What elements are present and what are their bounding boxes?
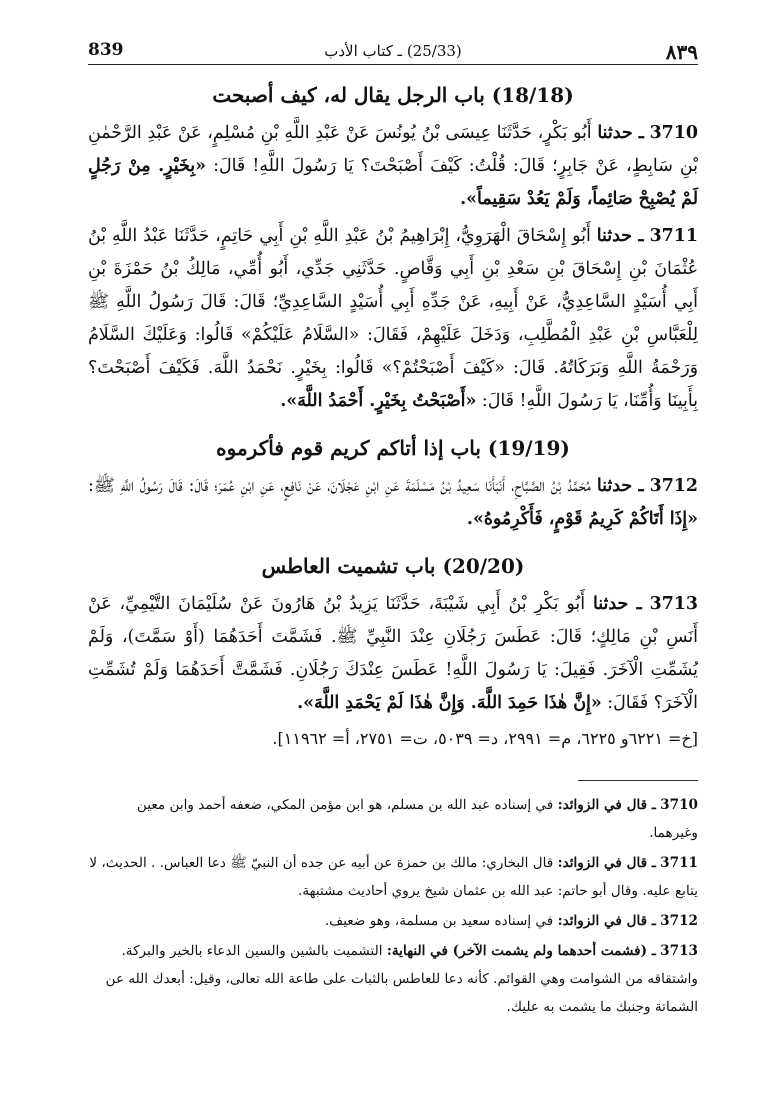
hadith-number: 3710 — [649, 123, 698, 143]
chapter-heading: (19/19) باب إذا أتاكم كريم قوم فأكرموه — [216, 436, 570, 460]
footnote-text: قال البخاري: مالك بن حمزة عن أبيه عن جده أن النبيّ ﷺ دعا العباس. . الحديث، لا يتابع عليه. وقال أبو حاتم: عبد الله بن عثمان شيخ يروي أحاديث مشتبهة. — [89, 855, 698, 899]
hadith-number: 3713 — [649, 594, 699, 614]
chapter-heading: (20/20) باب تشميت العاطس — [261, 554, 525, 578]
running-title: (25/33) ـ كتاب الأدب — [324, 42, 462, 60]
footnote-number: 3711 — [660, 855, 698, 871]
footnote-label: ـ قال في الزوائد: — [557, 913, 656, 929]
chapter-heading: (18/18) باب الرجل يقال له، كيف أصبحت — [212, 83, 574, 107]
footnote-number: 3710 — [660, 797, 698, 813]
page-number-latin: 839 — [88, 40, 124, 60]
hadith-paragraph: 3710 ـ حدثنا أَبُو بَكْرٍ، حَدَّثَنَا عِيسَى بْنُ يُونُسَ عَنْ عَبْدِ اللَّهِ بْنِ مُسْلِمٍ، عَنْ عَبْدِ الرَّحْمٰنِ بْنِ سَابِطٍ، عَنْ جَابِرٍ؛ قَالَ: قُلْتُ: كَيْفَ أَصْبَحْتَ؟ يَا رَسُولَ اللَّهِ! قَالَ: «بِخَيْرٍ. مِنْ رَجُلٍ لَمْ يُصْبِحْ صَائِماً، وَلَمْ يَعُدْ سَقِيماً». — [88, 123, 698, 209]
footnote-text: التشميت بالشين والسين الدعاء بالخير والبركة. واشتقاقه من الشوامت وهي القوائم. كأنه دعا للعاطس بالثبات على طاعة الله تعالى، وقيل: أبعدك الله عن الشماتة وجنبك ما يشمت به عليك. — [105, 943, 698, 1015]
hadith-lead: حدثنا — [596, 476, 633, 496]
footnote-label: ـ (فشمت أحدهما ولم يشمت الآخر) في النهاية: — [386, 943, 656, 959]
page-number-arabic: ٨٣٩ — [665, 40, 698, 64]
footnote-text: في إسناده سعيد بن مسلمة، وهو ضعيف. — [324, 913, 554, 929]
footnote-number: 3712 — [660, 913, 698, 929]
footnote — [88, 907, 698, 935]
book-page — [88, 38, 698, 1058]
hadith-lead: حدثنا — [597, 123, 633, 143]
footnote-text: في إسناده عبد الله بن مسلم، هو ابن مؤمن المكي، ضعفه أحمد وابن معين وغيرهما. — [136, 797, 698, 841]
hadith-number: 3712 — [649, 476, 699, 496]
hadith-lead: حدثنا — [596, 226, 633, 246]
prophetic-saying: «إِذَا أَتَاكُمْ كَرِيمُ قَوْمٍ، فَأَكْرِمُوهُ». — [466, 509, 698, 529]
hadith-paragraph: 3711 ـ حدثنا أَبُو إِسْحَاقَ الْهَرَوِيُّ، إِبْرَاهِيمُ بْنُ عَبْدِ اللَّهِ بْنِ أَبِي حَاتِمٍ، حَدَّثَنَا عَبْدُ اللَّهِ بْنُ عُثْمَانَ بْنِ إِسْحَاقَ بْنِ سَعْدِ بْنِ أَبِي وَقَّاصٍ. حَدَّثَنِي جَدِّي، أَبُو أُمِّي، مَالِكُ بْنُ حَمْزَةَ بْنِ أَبِي أُسَيْدٍ السَّاعِدِيُّ، عَنْ أَبِيهِ، عَنْ جَدِّهِ أَبِي أُسَيْدٍ السَّاعِدِيِّ؛ قَالَ: قَالَ رَسُولُ اللَّهِ ﷺ لِلْعَبَّاسِ بْنِ عَبْدِ الْمُطَّلِبِ، وَدَخَلَ عَلَيْهِمْ، فَقَالَ: «السَّلَامُ عَلَيْكُمْ» قَالُوا: وَعَلَيْكَ السَّلَامُ وَرَحْمَةُ اللَّهِ وَبَرَكَاتُهُ. قَالَ: «كَيْفَ أَصْبَحْتُمْ؟» قَالُوا: بِخَيْرٍ. نَحْمَدُ اللَّهَ. فَكَيْفَ أَصْبَحْتَ؟ بِأَبِينَا وَأُمِّنَا، يَا رَسُولَ اللَّهِ! قَالَ: «أَصْبَحْتُ بِخَيْرٍ. أَحْمَدُ اللَّهَ». — [88, 226, 698, 411]
prophetic-saying: «أَصْبَحْتُ بِخَيْرٍ. أَحْمَدُ اللَّهَ». — [280, 391, 477, 411]
footnotes — [88, 791, 698, 1021]
footnote-number: 3713 — [660, 943, 698, 959]
footnote-label: ـ قال في الزوائد: — [557, 855, 656, 871]
hadith-paragraph: 3713 ـ حدثنا أَبُو بَكْرِ بْنُ أَبِي شَيْبَةَ، حَدَّثَنَا يَزِيدُ بْنُ هَارُونَ عَنْ سُلَيْمَانَ التَّيْمِيِّ، عَنْ أَنَسِ بْنِ مَالِكٍ؛ قَالَ: عَطَسَ رَجُلَانِ عِنْدَ النَّبِيِّ ﷺ. فَشَمَّتَ أَحَدَهُمَا (أَوْ سَمَّتَ)، وَلَمْ يُشَمِّتِ الْآخَرَ. فَقِيلَ: يَا رَسُولَ اللَّهِ! عَطَسَ عِنْدَكَ رَجُلَانِ. فَشَمَّتَّ أَحَدَهُمَا وَلَمْ تُشَمِّتِ الْآخَرَ؟ فَقَالَ: «إِنَّ هٰذَا حَمِدَ اللَّهَ. وَإِنَّ هٰذَا لَمْ يَحْمَدِ اللَّهَ». — [88, 594, 699, 713]
running-header — [88, 38, 698, 65]
hadith-text: أَبُو بَكْرٍ، حَدَّثَنَا عِيسَى بْنُ يُونُسَ عَنْ عَبْدِ اللَّهِ بْنِ مُسْلِمٍ، عَنْ عَبْدِ الرَّحْمٰنِ بْنِ سَابِطٍ، عَنْ جَابِرٍ؛ قَالَ: قُلْتُ: كَيْفَ أَصْبَحْتَ؟ يَا رَسُولَ اللَّهِ! قَالَ: — [88, 123, 698, 176]
footnote-label: ـ قال في الزوائد: — [557, 797, 656, 813]
prophetic-saying: «إِنَّ هٰذَا حَمِدَ اللَّهَ. وَإِنَّ هٰذَا لَمْ يَحْمَدِ اللَّهَ». — [297, 693, 602, 713]
hadith-text: أَبُو بَكْرِ بْنُ أَبِي شَيْبَةَ، حَدَّثَنَا يَزِيدُ بْنُ هَارُونَ عَنْ سُلَيْمَانَ التَّيْمِيِّ، عَنْ أَنَسِ بْنِ مَالِكٍ؛ قَالَ: عَطَسَ رَجُلَانِ عِنْدَ النَّبِيِّ ﷺ. فَشَمَّتَ أَحَدَهُمَا (أَوْ سَمَّتَ)، وَلَمْ يُشَمِّتِ الْآخَرَ. فَقِيلَ: يَا رَسُولَ اللَّهِ! عَطَسَ عِنْدَكَ رَجُلَانِ. فَشَمَّتَّ أَحَدَهُمَا وَلَمْ تُشَمِّتِ الْآخَرَ؟ فَقَالَ: — [88, 594, 698, 713]
hadith-text: مُحَمَّدُ بْنُ الصَّبَّاحِ، أَنْبَأَنَا سَعِيدُ بْنُ مَسْلَمَةَ عَنِ ابْنِ عَجْلَانَ، عَنْ نَافِعٍ، عَنِ ابْنِ عُمَرَ؛ قَالَ: قَالَ رَسُولُ اللَّهِ ﷺ: — [88, 476, 591, 496]
hadith-paragraph: 3712 ـ حدثنا مُحَمَّدُ بْنُ الصَّبَّاحِ، أَنْبَأَنَا سَعِيدُ بْنُ مَسْلَمَةَ عَنِ ابْنِ عَجْلَانَ، عَنْ نَافِعٍ، عَنِ ابْنِ عُمَرَ؛ قَالَ: قَالَ رَسُولُ اللَّهِ ﷺ: «إِذَا أَتَاكُمْ كَرِيمُ قَوْمٍ، فَأَكْرِمُوهُ». — [88, 476, 699, 529]
cross-references: [خ= ٦٢٢١و ٦٢٢٥، م= ٢٩٩١، د= ٥٠٣٩، ت= ٢٧٥١، أ= ١١٩٦٢]. — [272, 729, 698, 748]
hadith-text: أَبُو إِسْحَاقَ الْهَرَوِيُّ، إِبْرَاهِيمُ بْنُ عَبْدِ اللَّهِ بْنِ أَبِي حَاتِمٍ، حَدَّثَنَا عَبْدُ اللَّهِ بْنُ عُثْمَانَ بْنِ إِسْحَاقَ بْنِ سَعْدِ بْنِ أَبِي وَقَّاصٍ. حَدَّثَنِي جَدِّي، أَبُو أُمِّي، مَالِكُ بْنُ حَمْزَةَ بْنِ أَبِي أُسَيْدٍ السَّاعِدِيُّ، عَنْ أَبِيهِ، عَنْ جَدِّهِ أَبِي أُسَيْدٍ السَّاعِدِيِّ؛ قَالَ: قَالَ رَسُولُ اللَّهِ ﷺ لِلْعَبَّاسِ بْنِ عَبْدِ الْمُطَّلِبِ، وَدَخَلَ عَلَيْهِمْ، فَقَالَ: «السَّلَامُ عَلَيْكُمْ» قَالُوا: وَعَلَيْكَ السَّلَامُ وَرَحْمَةُ اللَّهِ وَبَرَكَاتُهُ. قَالَ: «كَيْفَ أَصْبَحْتُمْ؟» قَالُوا: بِخَيْرٍ. نَحْمَدُ اللَّهَ. فَكَيْفَ أَصْبَحْتَ؟ بِأَبِينَا وَأُمِّنَا، يَا رَسُولَ اللَّهِ! قَالَ: — [88, 226, 698, 411]
footnote — [88, 937, 698, 1021]
prophetic-saying: «بِخَيْرٍ. مِنْ رَجُلٍ لَمْ يُصْبِحْ صَائِماً، وَلَمْ يَعُدْ سَقِيماً». — [88, 156, 698, 209]
footnote — [88, 791, 698, 847]
footnote — [88, 849, 698, 905]
hadith-lead: حدثنا — [592, 594, 629, 614]
footnote-divider — [578, 780, 698, 781]
hadith-number: 3711 — [649, 226, 698, 246]
